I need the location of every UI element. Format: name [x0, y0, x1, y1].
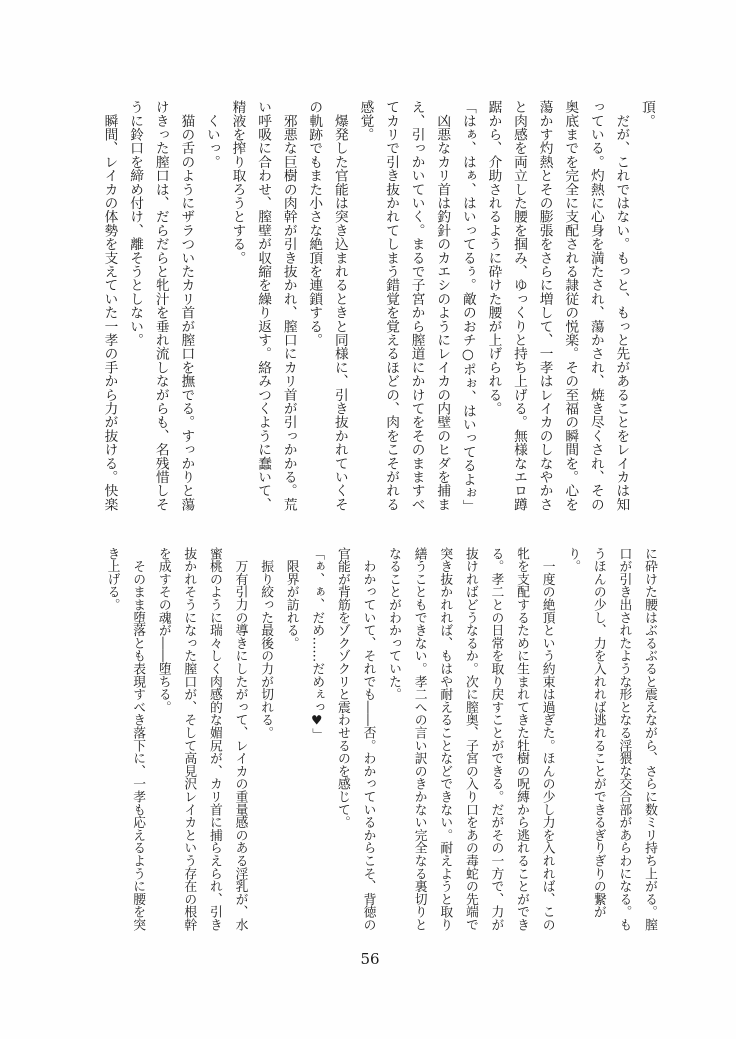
text-column: 蕩かす灼熱とその膨張をさらに増して、一孝はレイカのしなやかさ [536, 100, 553, 511]
text-column: 邪悪な巨樹の肉幹が引き抜かれ、膣口にカリ首が引っかかる。荒 [280, 100, 297, 511]
text-column: 「はぁ、はぁ、はいってるぅ。敵のおチ○ポぉ、はいってるよぉ」 [459, 100, 476, 514]
text-column: 振り絞った最後の力が切れる。 [258, 547, 274, 739]
text-column: き上げる。 [104, 547, 120, 611]
text-column: うに鈴口を締め付け、離そうとしない。 [127, 100, 144, 347]
text-column: 万有引力の導きにしたがって、レイカの重量感のある淫乳が、水 [232, 547, 248, 931]
text-column: 繕うこともできない。孝二への言い訳のきかない完全なる裏切りと [411, 547, 427, 931]
text-column: 蜜桃のように瑞々しく肉感的な媚尻が、カリ首に捕らえられ、引き [206, 547, 222, 931]
text-column: っている。灼熱に心身を満たされ、蕩かされ、焼き尽くされ、その [587, 100, 604, 511]
text-column: を成すその魂が――堕ちる。 [155, 547, 171, 714]
text-column: 踞から、介助されるように砕けた腰が上げられる。 [485, 100, 502, 416]
text-column: の軌跡でもまた小さな絶頂を連鎖する。 [306, 100, 323, 347]
text-column: 一度の絶頂という約束は過ぎた。ほんの少し力を入れれば、この [539, 547, 555, 931]
text-column: 「ぁ、ぁ、だめ……だめぇっ♥」 [309, 547, 325, 742]
page-number: 56 [360, 950, 380, 968]
text-column: 官能が背筋をゾクゾクリと震わせるのを感じて。 [334, 547, 350, 829]
text-column: 抜ければどうなるか。次に膣奥、子宮の入り口をあの毒蛇の先端で [462, 547, 478, 931]
text-column: てカリで引き抜かれてしまう錯覚を覚えるほどの、肉をこそがれる [383, 100, 400, 511]
text-column: 奥底までを完全に支配される隷従の悦楽。その至福の瞬間を。心を [562, 100, 579, 511]
text-column: 感覚。 [357, 100, 374, 142]
text-column: 猫の舌のようにザラついたカリ首が膣口を撫でる。すっかりと蕩 [178, 100, 195, 511]
text-block-upper [95, 100, 659, 514]
text-column: 爆発した官能は突き込まれるときと同様に、引き抜かれていくそ [331, 100, 348, 511]
text-column: 抜かれそうになった膣口が、そして高見沢レイカという存在の根幹 [181, 547, 197, 931]
text-column: 限界が訪れる。 [283, 547, 299, 650]
text-column: うほんの少し、力を入れれば逃れることができるぎりぎりの繋が [590, 547, 606, 919]
text-column: り。 [565, 547, 581, 573]
text-column: る。孝二との日常を取り戻すことができる。だがその一方で、力が [488, 547, 504, 931]
text-column: い呼吸に合わせ、膣壁が収縮を繰り返す。絡みつくように蠢いて、 [255, 100, 272, 511]
text-column: 突き抜かれれば、もはや耐えることなどできない。耐えようと取り [437, 547, 453, 931]
text-column: そのまま堕落とも表現すべき落下に、一孝も応えるように腰を突 [130, 547, 146, 931]
text-column: わかっていて、それでも――否。わかっているからこそ、背徳の [360, 547, 376, 931]
text-column: と肉感を両立した腰を掴み、ゆっくりと持ち上げる。無様なエロ蹲 [511, 100, 528, 511]
text-column: 瞬間、レイカの体勢を支えていた一孝の手から力が抜ける。快楽 [101, 100, 118, 511]
text-column: なることがわかっていた。 [386, 547, 402, 701]
text-column: に砕けた腰はぶるぶると震えながら、さらに数ミリ持ち上がる。膣 [642, 547, 657, 931]
text-column: 精液を搾り取ろうとする。 [229, 100, 246, 265]
text-block-lower [98, 547, 662, 931]
text-column: 牝を支配するために生まれてきた牡樹の呪縛から逃れることができ [514, 547, 530, 931]
text-column: けきった膣口は、だらだらと牝汁を垂れ流しながらも、名残惜しそ [152, 100, 169, 511]
text-column: え、引っかいていく。まるで子宮から膣道にかけてをそのまますべ [408, 100, 425, 511]
text-column: 凶悪なカリ首は釣針のカエシのようにレイカの内壁のヒダを捕ま [434, 100, 451, 511]
text-column: だが、これではない。もっと、もっと先があることをレイカは知 [613, 100, 630, 511]
text-column: くいっ。 [203, 100, 220, 169]
text-column: 頂。 [639, 100, 655, 128]
text-column: 口が引き出されたような形となる淫猥な交合部があらわになる。も [616, 547, 632, 931]
